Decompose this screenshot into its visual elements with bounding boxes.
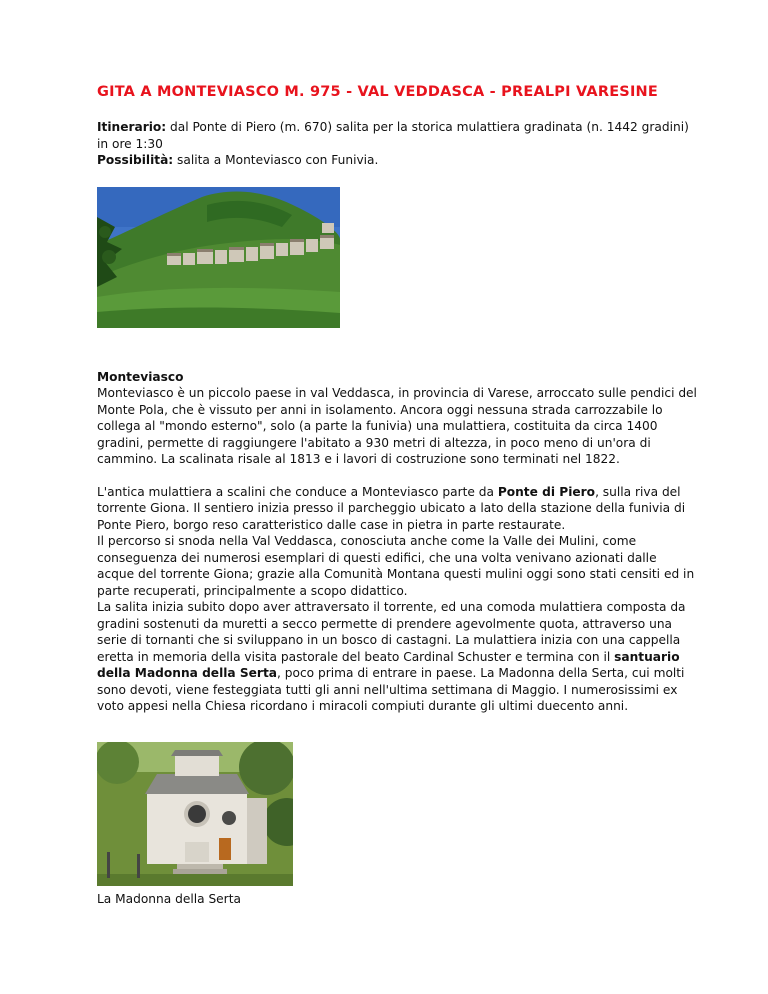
santuario-bold: santuario della Madonna della Serta <box>97 649 680 680</box>
route-text-4: La salita inizia subito dopo aver attraversato il torrente, ed una comoda mulattiera composta da gradini sostenuti da muretti a secco permette di prendere agevolmente quota, attraverso una serie di tornanti che si sviluppano in un bosco di castagni. La mulattiera inizia con una cappella eretta in memoria della visita pastorale del beato Cardinal Schuster e termina con il <box>97 600 686 664</box>
ponte-di-piero-bold: Ponte di Piero <box>497 484 596 499</box>
page-title: GITA A MONTEVIASCO M. 975 - VAL VEDDASCA - PREALPI VARESINE <box>97 84 658 100</box>
paragraph-route <box>97 484 697 715</box>
document-page <box>97 84 697 907</box>
chapel-photo <box>97 742 293 886</box>
possibility-text: salita a Monteviasco con Funivia. <box>173 153 379 167</box>
section-heading: Monteviasco <box>97 369 184 384</box>
possibility-label: Possibilità: <box>97 153 174 167</box>
route-text-5: , poco prima di entrare in paese. La Madonna della Serta, cui molti sono devoti, viene festeggiata tutti gli anni nell'ultima settimana di Maggio. I numerosissimi ex voto appesi nella Chiesa ricordano i miracoli compiuti durante gli ultimi duecento anni. <box>97 666 685 713</box>
itinerary-label: Itinerario: <box>97 120 167 134</box>
route-text-1: L'antica mulattiera a scalini che conduce a Monteviasco parte da <box>97 484 498 499</box>
route-text-3: Il percorso si snoda nella Val Veddasca, conosciuta anche come la Valle dei Mulini, come conseguenza dei numerosi esemplari di questi edifici, che una volta venivano azionati dalle acque del torrente Giona; grazie alla Comunità Montana questi mulini oggi sono stati censiti ed in parte recuperati, principalmente a scopo didattico. <box>97 534 695 598</box>
route-text-2: , sulla riva del torrente Giona. Il sentiero inizia presso il parcheggio ubicato a lato della stazione della funivia di Ponte Piero, borgo reso caratteristico dalle case in pietra in parte restaurate. <box>97 484 686 532</box>
itinerary-text: dal Ponte di Piero (m. 670) salita per la storica mulattiera gradinata (n. 1442 gradini) in ore 1:30 <box>97 120 689 151</box>
photo-caption: La Madonna della Serta <box>97 891 241 906</box>
possibility-line <box>97 152 697 169</box>
village-hillside-photo <box>97 187 340 328</box>
paragraph-intro: Monteviasco è un piccolo paese in val Veddasca, in provincia di Varese, arroccato sulle pendici del Monte Pola, che è vissuto per anni in isolamento. Ancora oggi nessuna strada carrozzabile lo collega al "mondo esterno", solo (a parte la funivia) una mulattiera, costituita da circa 1400 gradini, permette di raggiungere l'abitato a 930 metri di altezza, in poco meno di un'ora di cammino. La scalinata risale al 1813 e i lavori di costruzione sono terminati nel 1822. <box>97 386 697 466</box>
itinerary-line <box>97 119 697 152</box>
